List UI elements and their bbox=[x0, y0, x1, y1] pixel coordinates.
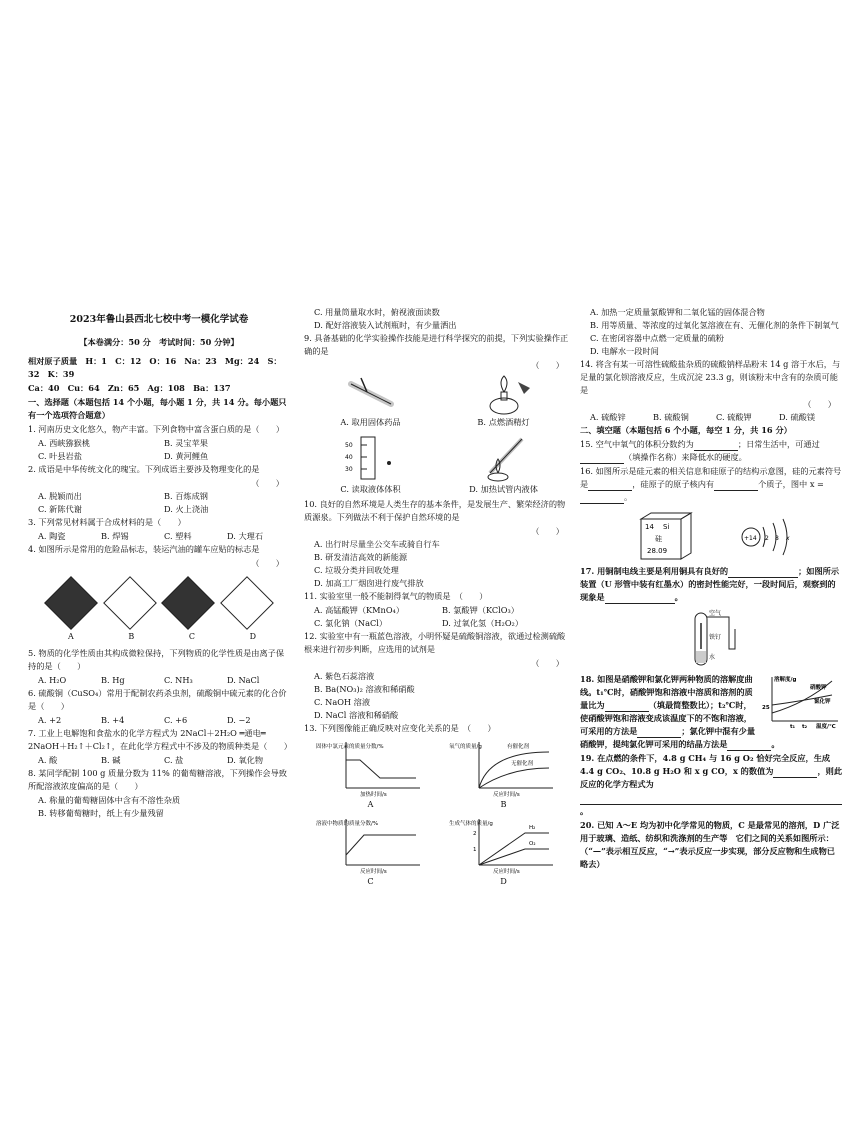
q8-option-d: D. 配好溶液装入试剂瓶时，有少量洒出 bbox=[314, 320, 457, 330]
q14-stem: 14. 将含有某一可溶性硫酸盐杂质的硫酸钠样品粉末 14 g 溶于水后，与足量的氯化钡溶液反应，生成沉淀 23.3 g，则该粉末中含有的杂质可能是 bbox=[580, 359, 841, 395]
q11-stem bbox=[304, 590, 570, 603]
q14-paren: （ ） bbox=[803, 399, 836, 409]
q9-option-b: B. 点燃酒精灯 bbox=[477, 417, 530, 427]
q2-options bbox=[28, 490, 290, 503]
shell-1: 2 bbox=[765, 535, 769, 542]
q6-option-d: D. −2 bbox=[227, 715, 251, 725]
q18-t4: 。 bbox=[771, 739, 780, 749]
q2-stem: 2. 成语是中华传统文化的瑰宝。下列成语主要涉及物理变化的是 bbox=[28, 464, 260, 474]
q2-option-d: D. 火上浇油 bbox=[164, 504, 209, 514]
explosive-sign-icon bbox=[220, 576, 274, 630]
q7-option-c: C. 盐 bbox=[164, 755, 184, 765]
graph-c-ylabel: 溶液中物质的质量分数/% bbox=[315, 821, 378, 827]
column-1 bbox=[28, 300, 290, 820]
q2-option-c: C. 新陈代谢 bbox=[38, 504, 82, 514]
q19 bbox=[580, 752, 842, 818]
q16-t1: 16. 如图所示是硅元素的相关信息和硅原子的结构示意图，硅的元素符号是 bbox=[580, 466, 842, 489]
q5-options bbox=[28, 674, 290, 687]
q3-option-c: C. 塑料 bbox=[164, 531, 192, 541]
graph-b-label: B bbox=[500, 799, 507, 809]
graph-d-svg bbox=[449, 815, 559, 875]
q18-t3: ；氯化钾中混有少量硝酸钾，提纯氯化钾可采用的结晶方法是 bbox=[580, 726, 756, 749]
sol-curve1: 硝酸钾 bbox=[810, 685, 827, 691]
sol-t1: t₁ bbox=[790, 724, 796, 729]
atomic-masses-label: 相对原子质量 bbox=[28, 356, 78, 366]
atomic-masses-line1: H：1 C：12 O：16 Na：23 Mg：24 S：32 K：39 bbox=[28, 356, 282, 379]
q13-option-d: D. 电解水一段时间 bbox=[590, 346, 659, 356]
q13-option-c: C. 在密闭容器中点燃一定质量的硫粉 bbox=[590, 333, 724, 343]
q19-blank-1[interactable] bbox=[773, 768, 817, 778]
cell-name: 硅 bbox=[655, 535, 662, 543]
graph-b-curve1: 有催化剂 bbox=[506, 744, 529, 750]
q12-paren: （ ） bbox=[531, 658, 564, 668]
nucleus-charge: +14 bbox=[744, 535, 757, 542]
q5-option-a: A. H₂O bbox=[38, 675, 67, 685]
graph-b-curve2: 无催化剂 bbox=[510, 761, 533, 767]
q2-option-a: A. 脱颖而出 bbox=[38, 491, 82, 501]
solubility-curve-figure bbox=[762, 673, 842, 729]
q4-paren: （ ） bbox=[251, 558, 284, 568]
q5-option-d: D. NaCl bbox=[227, 675, 260, 685]
q3-option-d: D. 大理石 bbox=[227, 531, 264, 541]
sol-xlabel: 温度/℃ bbox=[816, 724, 836, 729]
section-2-heading: 二、填空题（本题包括 6 个小题，每空 1 分，共 16 分） bbox=[580, 425, 792, 435]
exam-title: 2023年鲁山县西北七校中考一模化学试卷 bbox=[69, 314, 249, 325]
q19-t1: 19. 在点燃的条件下，4.8 g CH₄ 与 16 g O₂ 恰好完全反应，生成 4.4 g CO₂、10.8 g H₂O 和 x g CO，x 的数值为 bbox=[580, 753, 831, 776]
q6-options bbox=[28, 714, 290, 727]
q13-graph-c bbox=[311, 815, 431, 888]
q1-option-a: A. 西峡猕猴桃 bbox=[38, 438, 91, 448]
q10-stem: 10. 良好的自然环境是人类生存的基本条件，是发展生产、繁荣经济的物质源泉。下列做法不利于保护自然环境的是 bbox=[304, 499, 566, 522]
q12-option-c: C. NaOH 溶液 bbox=[314, 697, 371, 707]
graph-d-ylabel: 生成气体的质量/g bbox=[448, 821, 493, 827]
q1-option-b: B. 灵宝苹果 bbox=[164, 438, 208, 448]
graph-c-xlabel: 反应时间/s bbox=[359, 869, 387, 875]
graph-a-xlabel: 加热时间/s bbox=[359, 792, 387, 798]
q2-paren: （ ） bbox=[251, 478, 284, 488]
exam-sheet bbox=[0, 300, 860, 886]
q9-figure-d bbox=[444, 433, 564, 496]
q12-option-a: A. 紫色石蕊溶液 bbox=[314, 671, 375, 681]
q7-options bbox=[28, 754, 290, 767]
q18 bbox=[580, 673, 842, 751]
q16-figure bbox=[580, 505, 842, 565]
q16-t3: 个质子，图中 x = bbox=[758, 479, 824, 489]
q9-paren: （ ） bbox=[531, 360, 564, 370]
q12-option-d: D. NaCl 溶液和稀硝酸 bbox=[314, 710, 399, 720]
hazard-sign-labels bbox=[28, 630, 290, 647]
q3-option-b: B. 焊锡 bbox=[101, 531, 129, 541]
q9-figure-b bbox=[444, 374, 564, 429]
graduated-cylinder-icon bbox=[341, 433, 401, 483]
q15-t2: ；日常生活中，可通过 bbox=[737, 439, 820, 449]
q16-t2: ，硅原子的原子核内有 bbox=[632, 479, 715, 489]
q18-t1: 18. 如图是硝酸钾和氯化钾两种物质的溶解度曲线。t₁℃时，硝酸钾饱和溶液中溶质和溶剂的质量比为 bbox=[580, 674, 753, 710]
q17-figure bbox=[580, 605, 842, 673]
q14-options bbox=[580, 411, 842, 424]
q13-stem bbox=[304, 722, 570, 735]
q9-stem: 9. 具备基础的化学实验操作技能是进行科学探究的前提，下列实验操作正确的是 bbox=[304, 333, 569, 356]
label-air: 空气 bbox=[709, 610, 722, 617]
cell-number: 14 bbox=[645, 523, 654, 531]
q11-option-b: B. 氯酸钾（KClO₃） bbox=[442, 605, 519, 615]
hazard-signs bbox=[28, 570, 290, 630]
q13-paren: （ ） bbox=[467, 723, 496, 733]
q11-paren: （ ） bbox=[458, 591, 488, 601]
graph-a-svg bbox=[316, 738, 426, 798]
q8-option-b: B. 转移葡萄糖时，纸上有少量残留 bbox=[38, 808, 164, 818]
shell-2: 8 bbox=[775, 535, 779, 542]
q15-t1: 15. 空气中氧气的体积分数约为 bbox=[580, 439, 694, 449]
q9-figures-row1 bbox=[304, 372, 570, 431]
q6-option-b: B. +4 bbox=[101, 715, 125, 725]
heating-test-tube-icon bbox=[474, 433, 534, 483]
q10-option-b: B. 研发清洁高效的新能源 bbox=[314, 552, 408, 562]
q1-option-d: D. 黄河鲤鱼 bbox=[164, 451, 209, 461]
q13-graphs-row2 bbox=[304, 813, 570, 890]
graph-b-xlabel: 反应时间/s bbox=[492, 792, 520, 798]
q8-option-c: C. 用量筒量取水时，俯视液面读数 bbox=[314, 307, 440, 317]
q14-option-c: C. 硫酸钾 bbox=[716, 412, 752, 422]
q13-graphs-row1 bbox=[304, 736, 570, 813]
q6-option-c: C. +6 bbox=[164, 715, 188, 725]
q20-text: 20. 已知 A～E 均为初中化学常见的物质，C 是最常见的溶剂，D 广泛用于玻璃、造纸、纺织和洗涤剂的生产等 它们之间的关系如图所示：（“—”表示相互反应，“→”表示反应一步实现，部分反应物和生成物已略去） bbox=[580, 820, 840, 869]
q13-option-a: A. 加热一定质量氯酸钾和二氧化锰的固体混合物 bbox=[590, 307, 765, 317]
graph-d-curve2: O₂ bbox=[528, 841, 536, 847]
alcohol-lamp-icon bbox=[474, 374, 534, 416]
q11-options bbox=[304, 604, 570, 617]
q17-t2: ；如图所示装置（U 形管中装有红墨水）的密封性能完好，一段时间后，观察到的现象是 bbox=[580, 566, 840, 602]
graph-d-curve1: H₂ bbox=[528, 825, 535, 831]
sign-label-d: D bbox=[249, 632, 256, 641]
q13-graph-b bbox=[444, 738, 564, 811]
exam-info: 【本卷满分：50 分 考试时间：50 分钟】 bbox=[79, 337, 239, 347]
label-water: 水 bbox=[709, 654, 716, 661]
q6-option-a: A. +2 bbox=[38, 715, 62, 725]
cell-symbol: Si bbox=[663, 523, 670, 531]
q16-blank-1[interactable] bbox=[588, 481, 632, 491]
q16-blank-2[interactable] bbox=[714, 481, 758, 491]
sol-curve2: 氯化钾 bbox=[814, 699, 831, 705]
cell-mass: 28.09 bbox=[647, 547, 668, 555]
q3-stem: 3. 下列常见材料属于合成材料的是（ ） bbox=[28, 517, 186, 527]
q9-figures-row2 bbox=[304, 431, 570, 498]
q17-t1: 17. 用铜制电线主要是利用铜具有良好的 bbox=[580, 566, 729, 576]
graph-d-label: D bbox=[500, 876, 507, 886]
q9-figure-c bbox=[311, 433, 431, 496]
q19-t2: ，则此反应的化学方程式为 bbox=[580, 766, 843, 789]
q17 bbox=[580, 565, 842, 604]
q5-option-c: C. NH₃ bbox=[164, 675, 193, 685]
q18-blank-3[interactable] bbox=[727, 741, 771, 751]
q18-blank-2[interactable] bbox=[637, 728, 681, 738]
graph-d-xlabel: 反应时间/s bbox=[492, 869, 520, 875]
q18-t2: （填最简整数比）；t₂℃时，使硝酸钾饱和溶液变成该温度下的不饱和溶液，可采用的方法是 bbox=[580, 700, 752, 736]
q13-stem-text: 13. 下列图像能正确反映对应变化关系的是 bbox=[304, 723, 459, 733]
q7-option-a: A. 酸 bbox=[38, 755, 58, 765]
q14-option-d: D. 硫酸镁 bbox=[779, 412, 816, 422]
q17-blank-1[interactable] bbox=[728, 568, 798, 578]
q9-option-d: D. 加热试管内液体 bbox=[469, 484, 538, 494]
sol-y25: 25 bbox=[762, 705, 770, 711]
q14-option-b: B. 硫酸铜 bbox=[653, 412, 689, 422]
q11-option-c: C. 氯化钠（NaCl） bbox=[314, 618, 388, 628]
q11-options-2 bbox=[304, 617, 570, 630]
scale-40: 40 bbox=[344, 454, 353, 461]
q5-stem: 5. 物质的化学性质由其构成微粒保持，下列物质的化学性质是由离子保持的是（ ） bbox=[28, 648, 285, 671]
q1-stem: 1. 河南历史文化悠久，物产丰富。下列食物中富含蛋白质的是（ ） bbox=[28, 424, 285, 434]
graph-c-svg bbox=[316, 815, 426, 875]
q12-stem: 12. 实验室中有一瓶蓝色溶液，小明怀疑是硫酸铜溶液，欲通过检测硫酸根来进行初步判断，应选用的试剂是 bbox=[304, 631, 566, 654]
q5-option-b: B. Hg bbox=[101, 675, 125, 685]
q16-t4: 。 bbox=[624, 492, 633, 502]
flammable-sign-icon bbox=[161, 576, 215, 630]
sign-label-c: C bbox=[188, 632, 195, 641]
column-2 bbox=[304, 306, 570, 890]
q2-option-b: B. 百炼成钢 bbox=[164, 491, 208, 501]
q11-stem-text: 11. 实验室里一般不能制得氧气的物质是 bbox=[304, 591, 451, 601]
q11-option-a: A. 高锰酸钾（KMnO₄） bbox=[314, 605, 405, 615]
graph-b-svg bbox=[449, 738, 559, 798]
q12-option-b: B. Ba(NO₃)₂ 溶液和稀硝酸 bbox=[314, 684, 415, 694]
q19-blank-2[interactable] bbox=[580, 793, 842, 805]
q13-graph-a bbox=[311, 738, 431, 811]
graph-d-tick1: 2 bbox=[472, 831, 476, 837]
scale-50: 50 bbox=[344, 442, 353, 449]
q7-option-b: B. 碱 bbox=[101, 755, 121, 765]
q8-stem: 8. 某同学配制 100 g 质量分数为 11% 的葡萄糖溶液，下列操作会导致所配溶液浓度偏高的是（ ） bbox=[28, 768, 287, 791]
q3-options bbox=[28, 530, 290, 543]
graph-a-ylabel: 固体中氯元素的质量分数/% bbox=[315, 744, 384, 750]
atomic-masses-line2: Ca：40 Cu：64 Zn：65 Ag：108 Ba：137 bbox=[28, 383, 231, 393]
q10-paren: （ ） bbox=[531, 526, 564, 536]
q9-figure-a bbox=[311, 374, 431, 429]
label-nail: 铁钉 bbox=[709, 634, 722, 641]
q19-t3: 。 bbox=[580, 806, 589, 816]
graph-c-label: C bbox=[367, 876, 374, 886]
graph-b-ylabel: 氧气的质量/g bbox=[448, 744, 482, 750]
q13-option-b: B. 用等质量、等浓度的过氧化氢溶液在有、无催化剂的条件下制氧气 bbox=[590, 320, 839, 330]
q1-options-2 bbox=[28, 450, 290, 463]
q10-option-c: C. 垃圾分类并回收处理 bbox=[314, 565, 399, 575]
q3-option-a: A. 陶瓷 bbox=[38, 531, 66, 541]
section-1-heading: 一、选择题（本题包括 14 个小题，每小题 1 分，共 14 分。每小题只有一个选项符合题意） bbox=[28, 397, 287, 420]
q15 bbox=[580, 438, 842, 464]
q7-option-d: D. 氧化物 bbox=[227, 755, 264, 765]
q11-option-d: D. 过氧化氢（H₂O₂） bbox=[442, 618, 524, 628]
q1-option-c: C. 叶县岩盐 bbox=[38, 451, 82, 461]
q9-option-c: C. 读取液体体积 bbox=[340, 484, 401, 494]
q9-option-a: A. 取用固体药品 bbox=[340, 417, 401, 427]
silicon-info-figure bbox=[591, 509, 831, 561]
q7-stem: 7. 工业上电解饱和食盐水的化学方程式为 2NaCl＋2H₂O ═通电═ 2NaOH＋H₂↑＋Cl₂↑，在此化学方程式中不涉及的物质种类是（ ） bbox=[28, 728, 292, 751]
q17-t3: 。 bbox=[674, 592, 683, 602]
q8-option-a: A. 称量的葡萄糖固体中含有不溶性杂质 bbox=[38, 795, 181, 805]
q18-blank-1[interactable] bbox=[605, 702, 649, 712]
q10-option-d: D. 加高工厂烟囱进行废气排放 bbox=[314, 578, 424, 588]
q16-blank-3[interactable] bbox=[580, 494, 624, 504]
q15-blank-1[interactable] bbox=[694, 441, 738, 451]
sol-t2: t₂ bbox=[802, 724, 808, 729]
sign-label-b: B bbox=[128, 632, 135, 641]
graph-a-label: A bbox=[367, 799, 374, 809]
q17-blank-2[interactable] bbox=[605, 594, 675, 604]
q14-option-a: A. 硫酸锌 bbox=[590, 412, 626, 422]
q4-stem: 4. 如图所示是常用的危险品标志，装运汽油的罐车应贴的标志是 bbox=[28, 544, 260, 554]
test-tube-solid-icon bbox=[341, 374, 401, 416]
rusting-apparatus-figure bbox=[651, 609, 771, 669]
q15-blank-2[interactable] bbox=[580, 454, 624, 464]
graph-d-tick2: 1 bbox=[472, 847, 476, 853]
q15-t3: （填操作名称）来降低水的硬度。 bbox=[624, 452, 747, 462]
sol-ylabel: 溶解度/g bbox=[774, 677, 797, 683]
q2-options-2 bbox=[28, 503, 290, 516]
sign-label-a: A bbox=[68, 632, 74, 641]
q13-graph-d bbox=[444, 815, 564, 888]
q6-stem: 6. 硫酸铜（CuSO₄）常用于配制农药杀虫剂，硫酸铜中硫元素的化合价是（ ） bbox=[28, 688, 287, 711]
q1-options bbox=[28, 437, 290, 450]
toxic-sign-icon bbox=[103, 576, 157, 630]
column-3 bbox=[580, 306, 842, 872]
shell-3: x bbox=[786, 535, 790, 542]
q10-option-a: A. 出行时尽量坐公交车或骑自行车 bbox=[314, 539, 440, 549]
q16 bbox=[580, 465, 842, 504]
corrosive-sign-icon bbox=[44, 576, 98, 630]
atomic-masses bbox=[28, 355, 290, 381]
scale-30: 30 bbox=[344, 466, 353, 473]
